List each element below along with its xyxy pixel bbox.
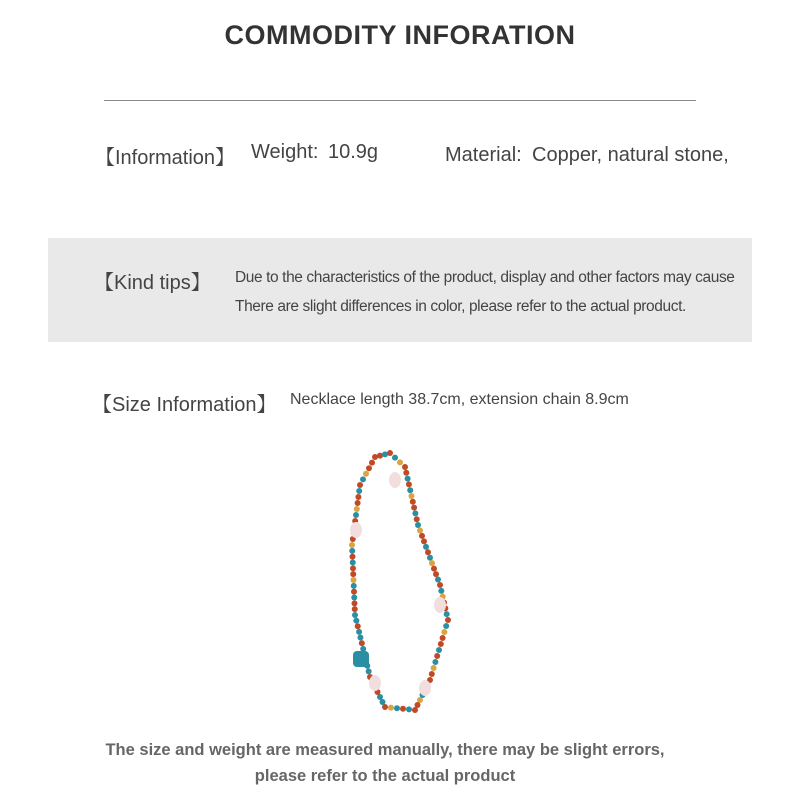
pearl-bead: [389, 472, 401, 488]
bead: [351, 589, 357, 595]
bead: [410, 499, 416, 505]
bead: [414, 516, 420, 522]
necklace-image: [330, 445, 470, 720]
weight-label: Weight:: [251, 141, 319, 163]
bead: [355, 500, 361, 506]
bead: [435, 577, 441, 583]
bead: [415, 522, 421, 528]
bead: [353, 512, 359, 518]
bead: [431, 665, 437, 671]
pearl-bead: [369, 675, 381, 691]
bead: [394, 705, 400, 711]
bead: [440, 635, 446, 641]
bead: [366, 465, 372, 471]
bead: [350, 560, 356, 566]
pearl-bead: [419, 680, 431, 696]
bead: [359, 640, 365, 646]
bead: [444, 611, 450, 617]
page-title: COMMODITY INFORATION: [224, 20, 576, 50]
bead: [433, 571, 439, 577]
material-value: Copper, natural stone,: [532, 144, 729, 166]
bead: [357, 635, 363, 641]
bead: [351, 595, 357, 601]
bead: [366, 668, 372, 674]
bead: [429, 560, 435, 566]
size-information-text: Necklace length 38.7cm, extension chain 8.9cm: [290, 391, 629, 408]
bead: [423, 544, 429, 550]
bead: [445, 617, 451, 623]
material-label: Material:: [445, 144, 522, 166]
bead: [434, 653, 440, 659]
bead: [350, 554, 356, 560]
bead: [392, 455, 398, 461]
bead: [403, 470, 409, 476]
bead: [356, 488, 362, 494]
bead: [353, 618, 359, 624]
bead: [355, 494, 361, 500]
bead: [400, 706, 406, 712]
bead: [417, 527, 423, 533]
weight-value: 10.9g: [328, 141, 379, 163]
bead: [349, 548, 355, 554]
information-label: 【Information】: [95, 147, 236, 169]
bead: [438, 641, 444, 647]
bead: [431, 566, 437, 572]
bead: [397, 459, 403, 465]
bead: [407, 487, 413, 493]
bead: [350, 565, 356, 571]
bead: [351, 583, 357, 589]
bead: [406, 706, 412, 712]
bead: [387, 450, 393, 456]
kind-tips-label: 【Kind tips】: [94, 272, 211, 294]
bead: [351, 577, 357, 583]
bead: [412, 510, 418, 516]
bead: [369, 460, 375, 466]
bead: [352, 600, 358, 606]
bead: [429, 671, 435, 677]
bead: [419, 533, 425, 539]
bead: [356, 629, 362, 635]
bead: [411, 505, 417, 511]
kind-tips-line-1: Due to the characteristics of the product, display and other factors may cause: [235, 269, 735, 286]
bead: [441, 629, 447, 635]
blue-stone-pendant: [353, 651, 369, 667]
bead: [352, 606, 358, 612]
bead: [354, 506, 360, 512]
bead: [421, 538, 427, 544]
bead: [437, 582, 443, 588]
bead: [349, 542, 355, 548]
kind-tips-line-2: There are slight differences in color, please refer to the actual product.: [235, 298, 686, 315]
bead: [436, 647, 442, 653]
bead: [355, 623, 361, 629]
bead: [443, 623, 449, 629]
bead: [352, 612, 358, 618]
bead: [388, 705, 394, 711]
footer-line-2: please refer to the actual product: [254, 767, 516, 785]
bead: [350, 571, 356, 577]
bead: [409, 493, 415, 499]
pearl-bead: [350, 522, 362, 538]
bead: [405, 476, 411, 482]
bead: [425, 549, 431, 555]
bead: [360, 476, 366, 482]
divider: [104, 100, 696, 101]
bead: [360, 646, 366, 652]
bead: [438, 588, 444, 594]
bead: [432, 659, 438, 665]
footer-line-1: The size and weight are measured manually, there may be slight errors,: [105, 741, 665, 759]
size-information-label: 【Size Information】: [92, 394, 277, 416]
bead: [402, 464, 408, 470]
bead: [406, 481, 412, 487]
bead: [357, 482, 363, 488]
bead: [412, 707, 418, 713]
bead: [363, 471, 369, 477]
pearl-bead: [434, 597, 446, 613]
bead: [427, 555, 433, 561]
